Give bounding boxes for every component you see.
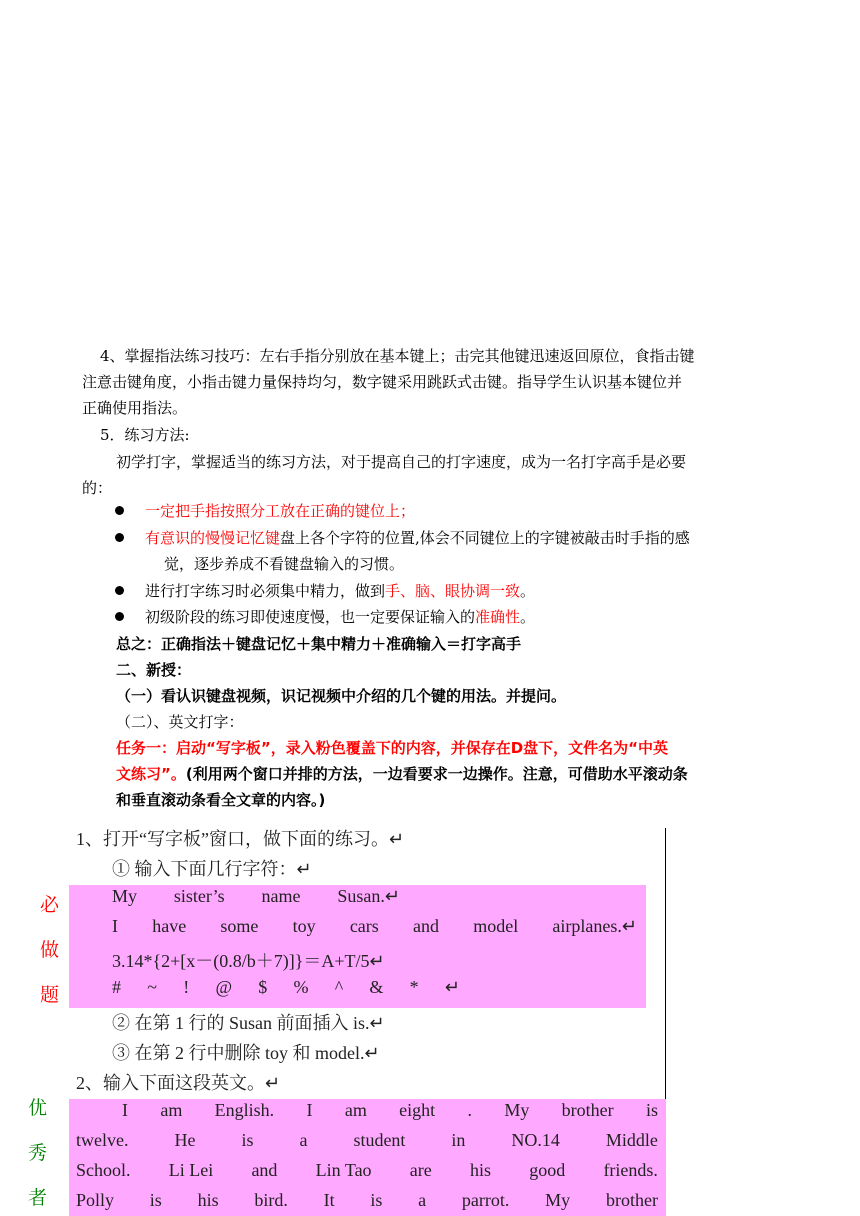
word: It [323,1190,335,1210]
word: model [473,916,519,936]
word: and [251,1160,278,1180]
side-label-must-3: 题 [40,984,60,1006]
word: I [112,916,118,936]
typing-line-1 [112,886,400,907]
typing-line-4 [112,977,460,998]
bullet-dot-1 [115,506,124,515]
bullet-1-text: 一定把手指按照分工放在正确的键位上； [145,502,416,520]
word: is [370,1190,383,1210]
word: have [152,916,187,936]
exercise-2-heading: 2、输入下面这段英文。↵ [76,1073,281,1093]
word: am [344,1100,367,1120]
para-4-line1: 4、掌握指法练习技巧：左右手指分别放在基本键上；击完其他键迅速返回原位，食指击键 [100,347,695,365]
word: good [529,1160,566,1180]
word: in [451,1130,466,1150]
word: NO.14 [511,1130,560,1150]
exercise-1-step2: ② 在第 1 行的 Susan 前面插入 is.↵ [112,1013,385,1033]
word: some [220,916,259,936]
word: My [504,1100,530,1120]
side-label-good-1: 优 [28,1097,48,1119]
word: brother [561,1100,614,1120]
word: and [413,916,439,936]
word: cars [349,916,379,936]
word: is [241,1130,254,1150]
bullet-3-end: 。 [520,582,536,600]
subsection-1: （一）看认识键盘视频，识记视频中介绍的几个键的用法。并提问。 [116,687,567,705]
symbol: ^ [334,977,344,997]
word: Polly [76,1190,115,1210]
paragraph-line-3 [76,1160,658,1181]
word: are [409,1160,432,1180]
exercise-1-step3: ③ 在第 2 行中删除 toy 和 model.↵ [112,1043,380,1063]
symbol: & [369,977,384,997]
word: bird. [254,1190,288,1210]
subsection-2: （二）、英文打字： [116,713,244,731]
para-6-line2: 的： [82,479,113,497]
word: Middle [605,1130,658,1150]
word: I [306,1100,313,1120]
bullet-4-text [145,604,535,630]
bullet-dot-4 [115,612,124,621]
task-1-red-end: 文练习”。 [116,765,186,783]
typing-line-2 [112,916,637,937]
word: School. [76,1160,131,1180]
exercise-1-heading: 1、打开“写字板”窗口，做下面的练习。↵ [76,829,405,849]
word: toy [292,916,316,936]
exercise-1-step1: ① 输入下面几行字符：↵ [112,859,312,879]
side-label-good-2: 秀 [28,1142,48,1164]
bullet-2-red: 有意识的慢慢记忆键 [145,529,281,547]
para-5-heading: 5．练习方法: [100,426,190,444]
word: My [545,1190,571,1210]
word: Li Lei [168,1160,214,1180]
word: friends. [603,1160,658,1180]
summary-line: 总之：正确指法＋键盘记忆＋集中精力＋准确输入＝打字高手 [116,635,522,653]
word: his [197,1190,219,1210]
word: is [149,1190,162,1210]
word: a [418,1190,427,1210]
symbol: ~ [147,977,157,997]
side-label-good-3: 者 [28,1187,48,1209]
word: eight [399,1100,436,1120]
word: is [645,1100,658,1120]
symbol: $ [258,977,268,997]
symbol: # [112,977,121,997]
section-new: 二、新授： [116,661,192,679]
bullet-2-rest: 盘上各个字符的位置,体会不同键位上的字键被敲击时手指的感 [280,529,690,547]
para-4-line3: 正确使用指法。 [82,399,188,417]
word: English. [214,1100,275,1120]
word: Susan.↵ [337,886,400,906]
bullet-4-end: 。 [520,608,536,626]
bullet-4-a: 初级阶段的练习即使速度慢，也一定要保证输入的 [145,608,476,626]
task-1-note: (利用两个窗口并排的方法，一边看要求一边操作。注意，可借助水平滚动条 [185,765,688,783]
word: He [174,1130,196,1150]
word: brother [605,1190,658,1210]
side-label-must-2: 做 [40,939,60,961]
word: am [160,1100,183,1120]
paragraph-line-1 [122,1100,658,1121]
word: I [122,1100,128,1120]
bullet-3-text [145,578,535,604]
paragraph-line-2 [76,1130,658,1151]
word: My [112,886,138,906]
bullet-dot-3 [115,586,124,595]
word: Lin Tao [315,1160,372,1180]
bullet-dot-2 [115,533,124,542]
task-1-line1: 任务一：启动“写字板”，录入粉色覆盖下的内容，并保存在D盘下，文件名为“中英 [116,739,669,757]
symbol: * [409,977,419,997]
symbol: @ [215,977,233,997]
paragraph-line-4 [76,1190,658,1211]
word: his [469,1160,491,1180]
para-4-line2: 注意击键角度，小指击键力量保持均匀，数字键采用跳跃式击键。指导学生认识基本键位并 [82,373,683,391]
word: airplanes.↵ [552,916,637,936]
task-1-line2 [116,761,688,787]
word: student [353,1130,406,1150]
word: . [467,1100,472,1120]
bullet-4-red: 准确性 [475,608,521,626]
word: name [261,886,301,906]
word: parrot. [461,1190,510,1210]
para-6-line1: 初学打字，掌握适当的练习方法，对于提高自己的打字速度，成为一名打字高手是必要 [116,453,687,471]
bullet-3-a: 进行打字练习时必须集中精力，做到 [145,582,386,600]
symbol: ↵ [444,977,460,997]
typing-line-3: 3.14*{2+[x－(0.8/b＋7)]}＝A+T/5↵ [112,951,385,971]
side-label-must-1: 必 [40,894,60,916]
task-1-line3: 和垂直滚动条看全文章的内容。) [116,791,326,809]
bullet-2-line2: 觉，逐步养成不看键盘输入的习惯。 [164,555,405,573]
symbol: ! [183,977,190,997]
word: twelve. [76,1130,129,1150]
word: a [299,1130,308,1150]
bullet-2-line1 [145,525,690,551]
symbol: % [293,977,309,997]
bullet-3-red: 手、脑、眼协调一致 [385,582,521,600]
word: sister’s [173,886,225,906]
